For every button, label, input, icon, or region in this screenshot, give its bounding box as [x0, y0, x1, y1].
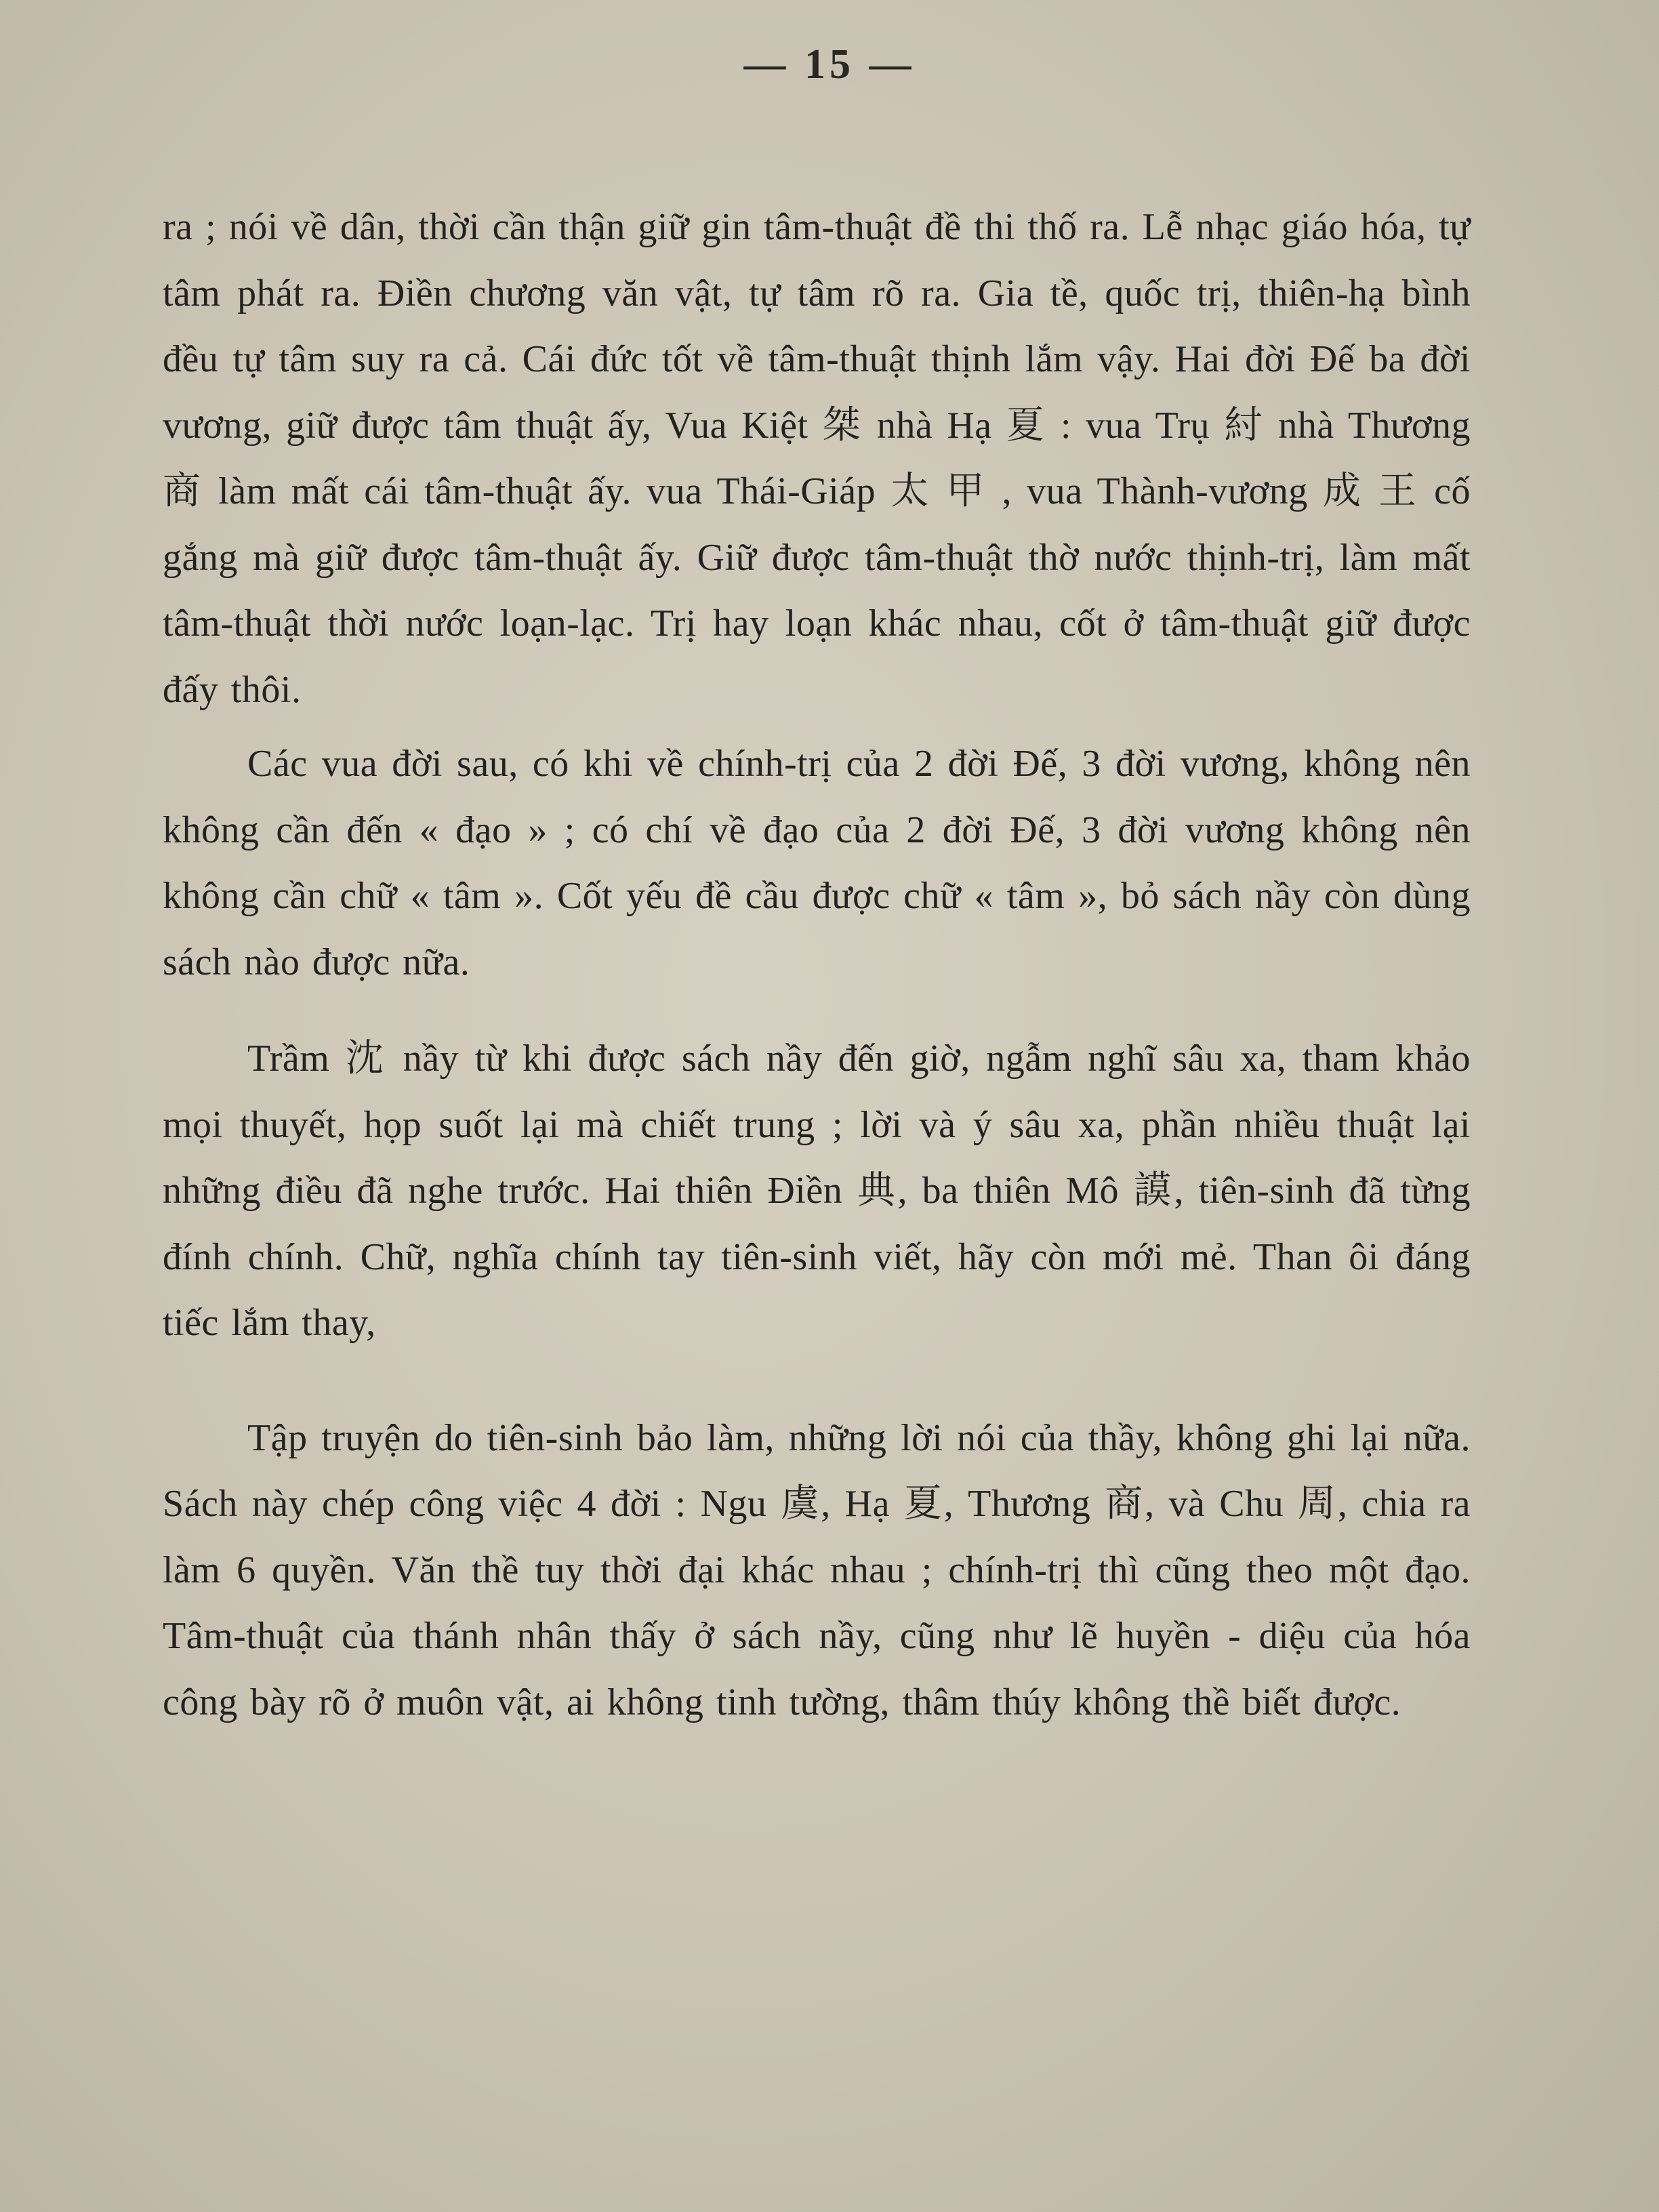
page-number: — 15 — [743, 41, 916, 87]
paragraph-1: ra ; nói về dân, thời cần thận giữ gin tâm-thuật đề thi thố ra. Lễ nhạc giáo hóa, tự tâm phát ra. Điền chương văn vật, tự tâm rõ ra. Gia tề, quốc trị, thiên-hạ bình đều tự tâm suy ra cả. Cái đức tốt về tâm-thuật thịnh lắm vậy. Hai đời Đế ba đời vương, giữ được tâm thuật ấy, Vua Kiệt 桀 nhà Hạ 夏 : vua Trụ 紂 nhà Thương 商 làm mất cái tâm-thuật ấy. vua Thái-Giáp 太 甲 , vua Thành-vương 成 王 cố gắng mà giữ được tâm-thuật ấy. Giữ được tâm-thuật thờ nước thịnh-trị, làm mất tâm-thuật thời nước loạn-lạc. Trị hay loạn khác nhau, cốt ở tâm-thuật giữ được đấy thôi. [163, 206, 1471, 711]
paragraph-2: Các vua đời sau, có khi về chính-trị của 2 đời Đế, 3 đời vương, không nên không cần đến « đạo » ; có chí về đạo của 2 đời Đế, 3 đời vương không nên không cần chữ « tâm ». Cốt yếu đề cầu được chữ « tâm », bỏ sách nầy còn dùng sách nào được nữa. [163, 743, 1471, 983]
paragraph-4: Tập truyện do tiên-sinh bảo làm, những lời nói của thầy, không ghi lại nữa. Sách này chép công việc 4 đời : Ngu 虞, Hạ 夏, Thương 商, và Chu 周, chia ra làm 6 quyền. Văn thề tuy thời đại khác nhau ; chính-trị thì cũng theo một đạo. Tâm-thuật của thánh nhân thấy ở sách nầy, cũng như lẽ huyền - diệu của hóa công bày rõ ở muôn vật, ai không tinh tường, thâm thúy không thề biết được. [163, 1416, 1471, 1723]
paragraph-3: Trầm 沈 nầy từ khi được sách nầy đến giờ, ngẫm nghĩ sâu xa, tham khảo mọi thuyết, họp suốt lại mà chiết trung ; lời và ý sâu xa, phần nhiều thuật lại những điều đã nghe trước. Hai thiên Điền 典, ba thiên Mô 謨, tiên-sinh đã từng đính chính. Chữ, nghĩa chính tay tiên-sinh viết, hãy còn mới mẻ. Than ôi đáng tiếc lắm thay, [163, 1038, 1471, 1344]
body-text [163, 186, 1471, 1736]
